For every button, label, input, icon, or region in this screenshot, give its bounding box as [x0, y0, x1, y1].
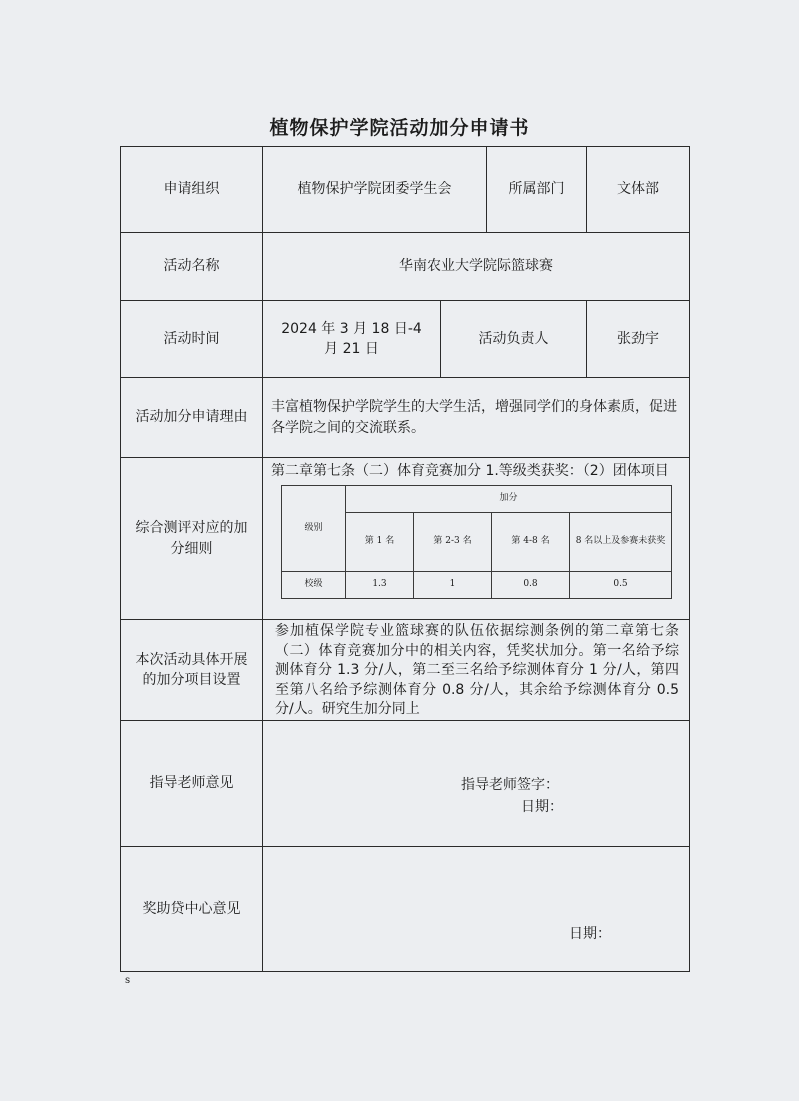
- score-col-3: 第 4-8 名: [492, 512, 570, 571]
- score-points-header: 加分: [346, 485, 672, 512]
- activity-time-value: 2024 年 3 月 18 日-4 月 21 日: [263, 301, 441, 378]
- plan-value: 参加植保学院专业篮球赛的队伍依据综测条例的第二章第七条（二）体育竞赛加分中的相关内容，凭奖状加分。第一名给予综测体育分 1.3 分/人，第二至三名给予综测体育分 1 分/人，第四至第八名给予综测体育分 0.8 分/人，其余给予综测体育分 0.5 分/人。研究生加分同上: [275, 623, 679, 718]
- plan-cell: [263, 620, 690, 721]
- score-col-4: 8 名以上及参赛未获奖: [570, 512, 672, 571]
- page-title: 植物保护学院活动加分申请书: [269, 117, 530, 139]
- activity-time-label: 活动时间: [121, 301, 263, 378]
- reason-value: 丰富植物保护学院学生的大学生活，增强同学们的身体素质，促进各学院之间的交流联系。: [263, 378, 690, 458]
- plan-label: [121, 620, 263, 721]
- activity-leader-value: 张劲宇: [587, 301, 690, 378]
- teacher-date-field[interactable]: 日期：: [521, 799, 563, 815]
- aid-center-opinion-cell: [263, 847, 690, 972]
- rules-cell: [263, 458, 690, 620]
- score-level-header: 级别: [282, 485, 346, 571]
- teacher-signature-field[interactable]: 指导老师签字：: [461, 777, 559, 793]
- org-value: 植物保护学院团委学生会: [263, 147, 487, 233]
- activity-name-label: 活动名称: [121, 233, 263, 301]
- score-value-4: 0.5: [570, 571, 672, 598]
- score-value-3: 0.8: [492, 571, 570, 598]
- score-row-label: 校级: [282, 571, 346, 598]
- dept-label: 所属部门: [487, 147, 587, 233]
- reason-label: 活动加分申请理由: [121, 378, 263, 458]
- application-form: [120, 146, 690, 972]
- aid-center-opinion-label: 奖助贷中心意见: [121, 847, 263, 972]
- score-col-2: 第 2-3 名: [414, 512, 492, 571]
- score-col-1: 第 1 名: [346, 512, 414, 571]
- score-table: [281, 485, 672, 599]
- org-label: 申请组织: [121, 147, 263, 233]
- score-value-1: 1.3: [346, 571, 414, 598]
- rules-value: 第二章第七条（二）体育竞赛加分 1.等级类获奖：（2）团体项目: [271, 463, 669, 479]
- teacher-opinion-cell: [263, 721, 690, 847]
- teacher-opinion-label: 指导老师意见: [121, 721, 263, 847]
- dept-value: 文体部: [587, 147, 690, 233]
- rules-label: [121, 458, 263, 620]
- rules-label-text: 综合测评对应的加分细则: [135, 520, 248, 557]
- plan-label-text: 本次活动具体开展的加分项目设置: [135, 651, 248, 688]
- activity-leader-label: 活动负责人: [441, 301, 587, 378]
- activity-name-value: 华南农业大学院际篮球赛: [263, 233, 690, 301]
- footnote-mark: s: [125, 975, 131, 986]
- score-value-2: 1: [414, 571, 492, 598]
- aid-center-date-field[interactable]: 日期：: [569, 926, 611, 942]
